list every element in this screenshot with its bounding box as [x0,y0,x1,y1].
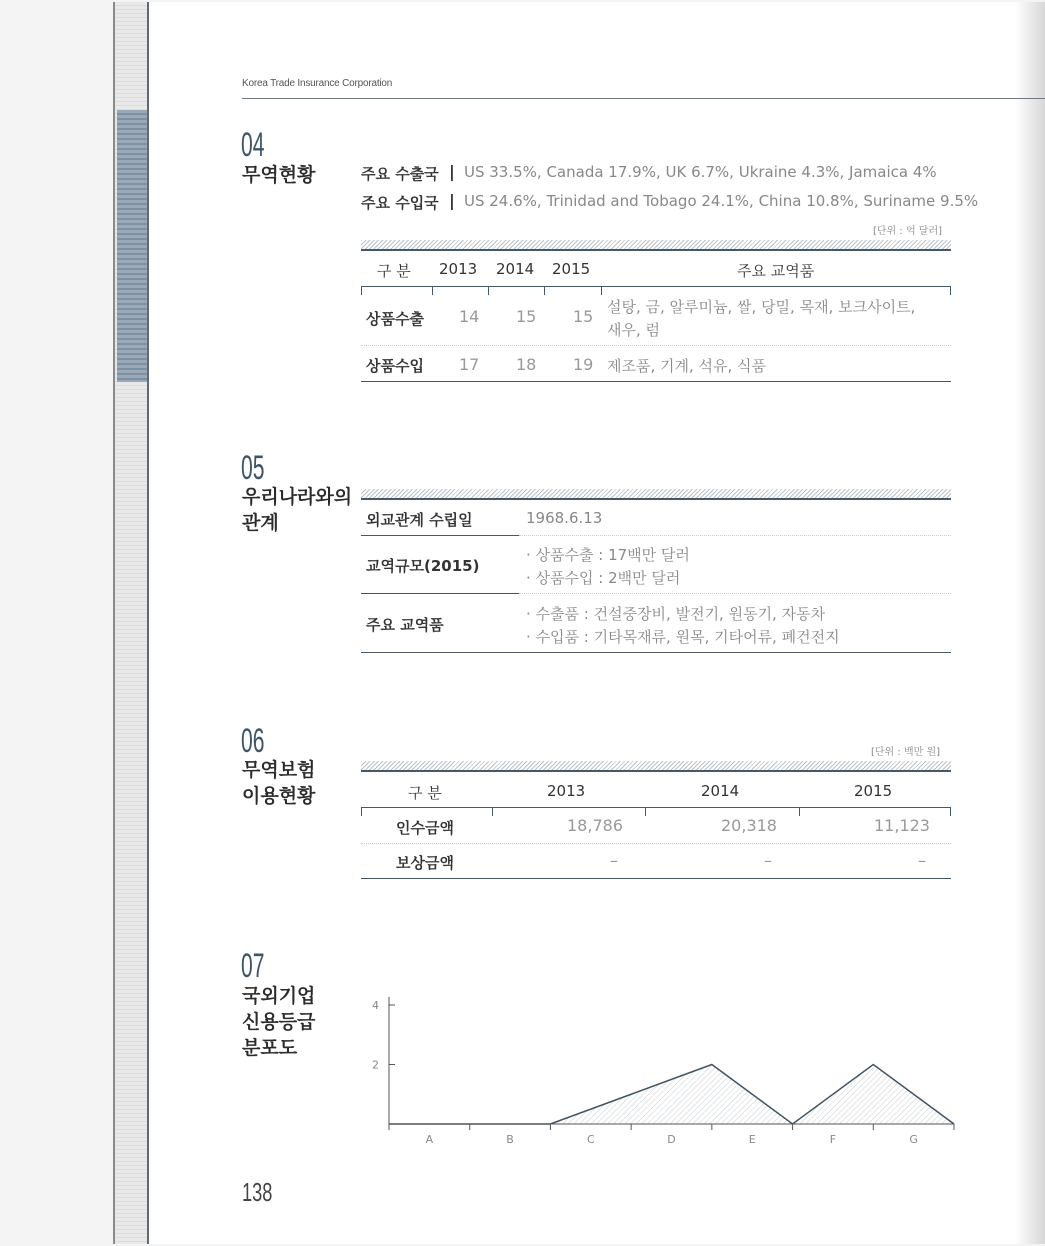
row-label-diplomacy: 외교관계 수립일 [366,511,473,529]
cell-export-2014: 15 [516,307,537,326]
label-col-rule [361,593,519,594]
cell-import-2015: 19 [573,355,594,374]
section-title-credit-rating: 국외기업 신용등급 분포도 [242,985,316,1059]
header-bottom-rule [361,286,951,287]
y-tick-label: 2 [372,1058,379,1072]
table-hatch-bar [361,240,951,249]
table-hatch-bar [361,489,951,498]
col-header-2015: 2015 [854,782,893,800]
cell-underwriting-2015: 11,123 [874,816,930,835]
cell-compensation-2013: – [610,851,618,870]
cell-export-goods-line2: 새우, 럼 [607,321,661,339]
section-title-relations: 우리나라와의 관계 [242,486,353,534]
page-edge-tab [117,110,149,382]
col-header-main-goods: 주요 교역품 [737,262,815,280]
column-tick [645,807,646,816]
row-label-compensation: 보상금액 [396,854,454,872]
x-tick-label: G [909,1133,918,1146]
table-bottom-rule [361,652,951,653]
column-tick [950,807,951,816]
row-label-underwriting: 인수금액 [396,819,454,837]
row-label-main-goods: 주요 교역품 [366,616,444,634]
running-header: Korea Trade Insurance Corporation [242,78,393,89]
column-tick [544,286,545,295]
row-divider [519,535,951,536]
section-title-trade: 무역현황 [242,164,316,186]
table-hatch-bar [361,761,951,770]
cell-trade-volume-import: · 상품수입 : 2백만 달러 [526,569,681,587]
column-tick [361,807,362,816]
section-number-06: 06 [241,722,265,760]
y-tick-label: 4 [372,999,379,1012]
col-header-2015: 2015 [552,260,591,278]
unit-note: [단위 : 억 달러] [873,226,943,237]
col-header-2013: 2013 [439,260,478,278]
cell-compensation-2014: – [764,851,772,870]
section-number-04: 04 [241,126,265,164]
page-number: 138 [242,1177,273,1207]
document-page [147,2,1045,1244]
import-countries-value: US 24.6%, Trinidad and Tobago 24.1%, China 10.8%, Suriname 9.5% [464,192,979,210]
row-divider [361,345,951,346]
separator-bar: | [449,191,455,210]
row-divider [361,843,951,844]
x-tick-label: C [586,1133,595,1146]
table-top-rule [361,770,951,772]
cell-diplomacy-date: 1968.6.13 [526,509,603,527]
col-header-2013: 2013 [547,782,586,800]
section-number-05: 05 [241,449,265,487]
column-tick [432,286,433,295]
export-countries-value: US 33.5%, Canada 17.9%, UK 6.7%, Ukraine 4.3%, Jamaica 4% [464,163,937,181]
unit-note: [단위 : 백만 원] [871,747,941,758]
table-top-rule [361,498,951,500]
row-label-export: 상품수출 [366,310,424,328]
x-tick-label: B [506,1133,514,1146]
cell-export-2015: 15 [573,307,594,326]
column-tick [361,286,362,295]
col-header-2014: 2014 [701,782,740,800]
header-rule [242,98,1045,99]
cell-compensation-2015: – [918,851,926,870]
cell-import-goods: 제조품, 기계, 석유, 식품 [607,357,767,375]
col-header-category: 구 분 [377,262,411,280]
chart-area-fill [389,1065,954,1125]
section-number-07: 07 [241,947,265,985]
x-tick-label: A [425,1133,434,1146]
column-tick [488,286,489,295]
x-tick-label: D [667,1133,676,1146]
cell-trade-volume-export: · 상품수출 : 17백만 달러 [526,546,690,564]
x-tick-label: E [748,1133,756,1146]
page-fold-shadow [1015,2,1045,1244]
table-bottom-rule [361,878,951,879]
cell-import-2013: 17 [459,355,480,374]
row-label-trade-volume: 교역규모(2015) [366,557,480,575]
separator-bar: | [449,162,455,181]
cell-import-2014: 18 [516,355,537,374]
table-bottom-rule [361,381,951,382]
row-label-import: 상품수입 [366,357,424,375]
col-header-category: 구 분 [408,784,442,802]
table-top-rule [361,249,951,251]
column-tick [492,807,493,816]
cell-export-goods-line1: 설탕, 금, 알루미늄, 쌀, 당밀, 목재, 보크사이트, [607,298,916,316]
import-countries-label: 주요 수입국 [361,194,439,212]
cell-underwriting-2013: 18,786 [567,816,623,835]
cell-main-imports: · 수입품 : 기타목재류, 원목, 기타어류, 폐건전지 [526,628,840,646]
export-countries-label: 주요 수출국 [361,165,439,183]
header-bottom-rule [361,807,951,808]
credit-rating-chart [354,987,964,1152]
column-tick [601,286,602,295]
col-header-2014: 2014 [496,260,535,278]
x-tick-label: F [829,1133,837,1146]
cell-main-exports: · 수출품 : 건설중장비, 발전기, 원동기, 자동차 [526,605,826,623]
column-tick [799,807,800,816]
section-title-insurance: 무역보험 이용현황 [242,759,316,807]
row-divider [519,593,951,594]
cell-export-2013: 14 [459,307,480,326]
column-tick [950,286,951,295]
cell-underwriting-2014: 20,318 [721,816,777,835]
label-col-rule [361,535,519,536]
